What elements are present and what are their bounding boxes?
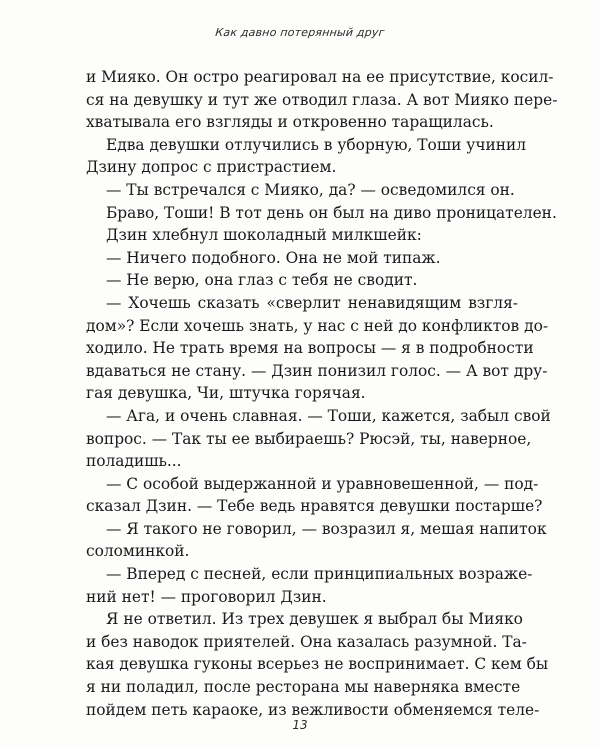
text-line: — Не верю, она глаз с тебя не сводит. bbox=[106, 271, 418, 290]
text-line: Я не ответил. Из трех девушек я выбрал бы Мияко bbox=[106, 610, 523, 629]
text-line: — Я такого не говорил, — возразил я, мешая напиток bbox=[106, 519, 547, 538]
text-line: Дзину допрос с пристрастием. bbox=[86, 158, 337, 177]
paragraph bbox=[86, 518, 547, 563]
text-line: поладишь... bbox=[86, 452, 182, 471]
text-line: кая девушка гуконы всерьез не воспринимает. С кем бы bbox=[86, 655, 549, 674]
text-line: дом»? Если хочешь знать, у нас с ней до конфликтов до- bbox=[86, 316, 549, 335]
text-line: соломинкой. bbox=[86, 542, 190, 561]
body-text bbox=[86, 66, 558, 721]
paragraph bbox=[86, 473, 543, 518]
text-line: и без наводок приятелей. Она казалась разумной. Та- bbox=[86, 632, 527, 651]
text-line: — Ага, и очень славная. — Тоши, кажется, забыл свой bbox=[106, 406, 551, 425]
paragraph bbox=[86, 292, 549, 405]
text-line: — С особой выдержанной и уравновешенной, — под- bbox=[106, 474, 539, 493]
text-line: Едва девушки отлучились в уборную, Тоши учинил bbox=[106, 135, 527, 154]
paragraph bbox=[86, 608, 549, 721]
text-line: ходило. Не трать время на вопросы — я в подробности bbox=[86, 339, 534, 358]
text-line: Браво, Тоши! В тот день он был на диво проницателен. bbox=[106, 203, 557, 222]
text-line: гая девушка, Чи, штучка горячая. bbox=[86, 384, 366, 403]
text-line: вдаваться не стану. — Дзин понизил голос. — А вот дру- bbox=[86, 361, 548, 380]
paragraph bbox=[86, 66, 558, 134]
text-line: вопрос. — Так ты ее выбираешь? Рюсэй, ты, наверное, bbox=[86, 429, 532, 448]
text-line: пойдем петь караоке, из вежливости обменяемся теле- bbox=[86, 700, 540, 719]
text-line: и Мияко. Он остро реагировал на ее присутствие, косил- bbox=[86, 68, 554, 86]
paragraph bbox=[86, 134, 527, 179]
text-line: ний нет! — проговорил Дзин. bbox=[86, 587, 327, 606]
paragraph bbox=[86, 269, 518, 292]
paragraph bbox=[86, 405, 551, 473]
text-line: — Вперед с песней, если принципиальных возраже- bbox=[106, 565, 533, 584]
text-line: хватывала его взгляды и откровенно таращилась. bbox=[86, 113, 494, 132]
page-number: 13 bbox=[292, 718, 308, 732]
text-line: Дзин хлебнул шоколадный милкшейк: bbox=[106, 226, 422, 245]
text-line: я ни поладил, после ресторана мы наверняка вместе bbox=[86, 678, 521, 697]
text-line: сказал Дзин. — Тебе ведь нравятся девушки постарше? bbox=[86, 497, 543, 516]
running-head: Как давно потерянный друг bbox=[214, 26, 386, 39]
paragraph bbox=[86, 202, 557, 225]
text-line: — Ты встречался с Мияко, да? — осведомился он. bbox=[106, 180, 515, 199]
paragraph bbox=[86, 247, 518, 270]
paragraph bbox=[86, 224, 518, 247]
text-line: ся на девушку и тут же отводил глаза. А вот Мияко пере- bbox=[86, 90, 558, 109]
paragraph bbox=[86, 563, 533, 608]
text-line: — Хочешь сказать «сверлит ненавидящим взгля- bbox=[106, 293, 518, 312]
text-line: — Ничего подобного. Она не мой типаж. bbox=[106, 248, 441, 267]
paragraph bbox=[86, 179, 518, 202]
